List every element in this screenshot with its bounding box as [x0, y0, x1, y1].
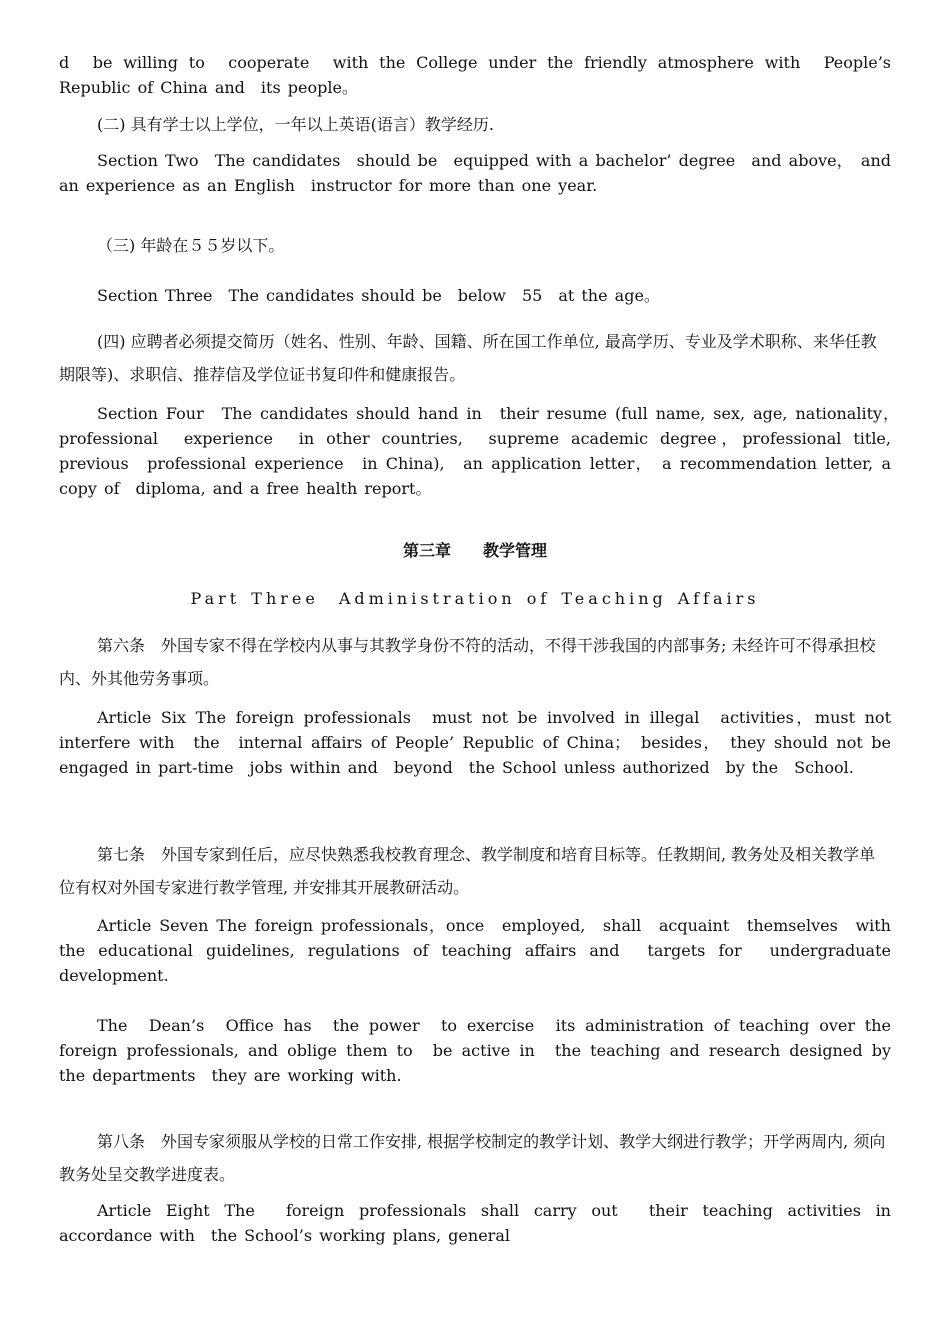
paragraph-section-four-en: Section Four The candidates should hand in their resume (full name, sex, age, nationality， professional experience in other countries, supreme academic degree，professional title, previous professional experience in China), an application letter， a recommendation letter, a copy of diploma, and a free health report。	[59, 404, 908, 498]
paragraph-article-seven-cn: 第七条 外国专家到任后，应尽快熟悉我校教育理念、教学制度和培育目标等。任教期间, 教务处及相关教学单位有权对外国专家进行教学管理, 并安排其开展教研活动。	[59, 845, 876, 897]
paragraph-article-six-cn: 第六条 外国专家不得在学校内从事与其教学身份不符的活动，不得干涉我国的内部事务; 未经许可不得承担校内、外其他劳务事项。	[59, 636, 876, 688]
chapter-heading-cn: 第三章 教学管理	[402, 541, 547, 560]
paragraph-article-six-en: Article Six The foreign professionals must not be involved in illegal activities，must not interfere with the internal affairs of People’ Republic of China； besides， they should not be engaged in part-time jobs within and beyond the School unless authorized by the School.	[59, 708, 908, 777]
chapter-heading-en: Part Three Administration of Teaching Affairs	[190, 589, 760, 608]
paragraph-article-seven-en: Article Seven The foreign professionals，once employed, shall acquaint themselves with the educational guidelines, regulations of teaching affairs and targets for undergraduate development.	[59, 916, 908, 985]
paragraph-section-two-en: Section Two The candidates should be equipped with a bachelor’ degree and above， and an experience as an English instructor for more than one year.	[59, 151, 908, 195]
paragraph-section-three-en: Section Three The candidates should be below 55 at the age。	[97, 286, 660, 305]
paragraph-section-three-cn: （三) 年龄在５５岁以下。	[97, 236, 285, 255]
paragraph-cooperation-en: d be willing to cooperate with the College under the friendly atmosphere with People’s Republic of China and its people。	[59, 53, 891, 97]
paragraph-section-two-cn: (二) 具有学士以上学位，一年以上英语(语言）教学经历.	[97, 115, 494, 134]
paragraph-article-eight-en: Article Eight The foreign professionals shall carry out their teaching activities in accordance with the School’s working plans, general	[59, 1201, 891, 1245]
paragraph-section-four-cn: (四) 应聘者必须提交简历（姓名、性别、年龄、国籍、所在国工作单位, 最高学历、专业及学术职称、来华任教期限等)、求职信、推荐信及学位证书复印件和健康报告。	[59, 332, 877, 384]
paragraph-deans-office-en: The Dean’s Office has the power to exercise its administration of teaching over the foreign professionals, and oblige them to be active in the teaching and research designed by the departments they are working with.	[59, 1016, 891, 1085]
paragraph-article-eight-cn: 第八条 外国专家须服从学校的日常工作安排, 根据学校制定的教学计划、教学大纲进行教学；开学两周内, 须向教务处呈交教学进度表。	[59, 1132, 886, 1184]
